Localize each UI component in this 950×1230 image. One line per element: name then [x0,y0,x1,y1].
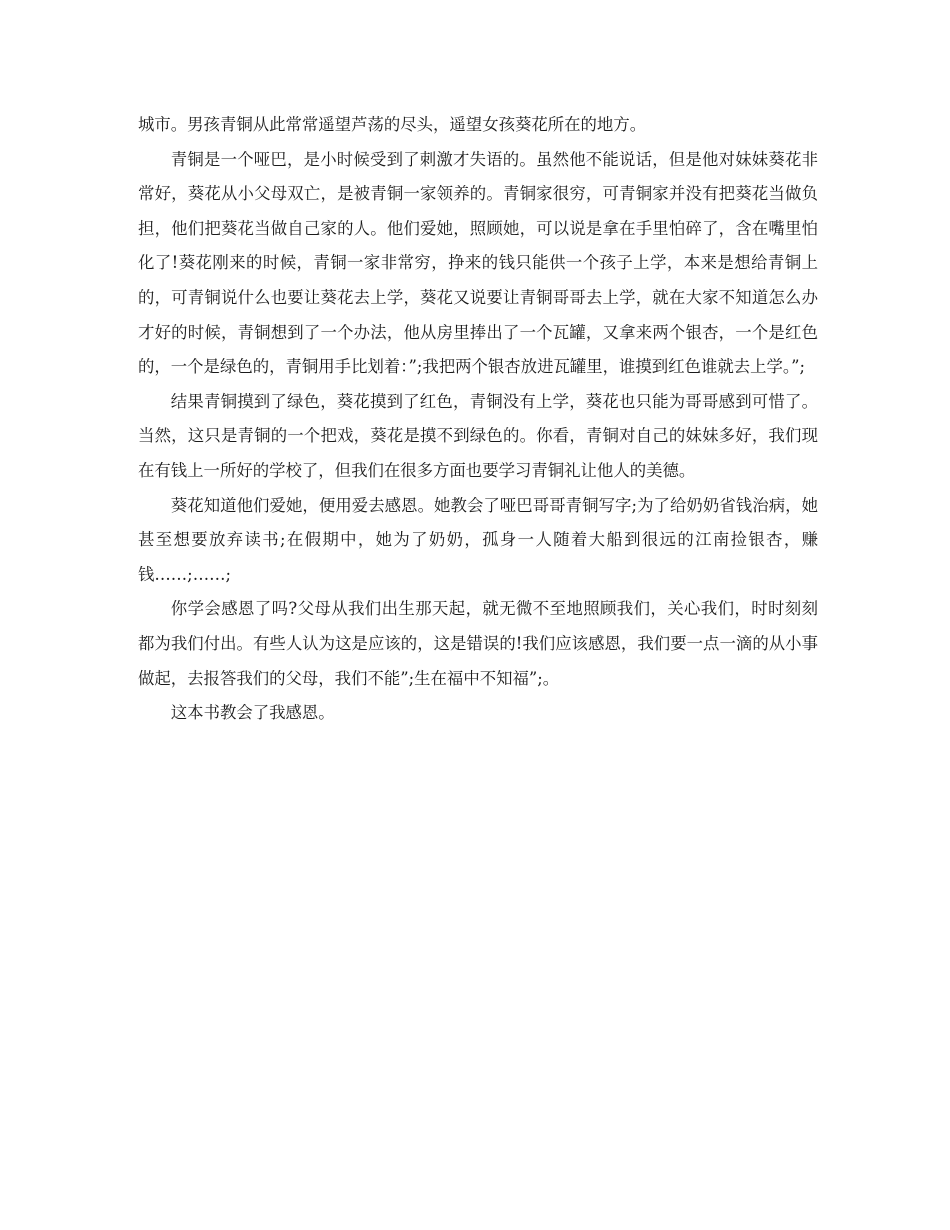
paragraph-1: 城市。男孩青铜从此常常遥望芦荡的尽头，遥望女孩葵花所在的地方。 [138,115,647,134]
paragraph-3: 结果青铜摸到了绿色，葵花摸到了红色，青铜没有上学，葵花也只能为哥哥感到可惜了。当然，这只是青铜的一个把戏，葵花是摸不到绿色的。你看，青铜对自己的妹妹多好，我们现在有钱上一所好的学校了，但我们在很多方面也要学习青铜礼让他人的美德。 [138,391,818,480]
paragraph-5: 你学会感恩了吗?父母从我们出生那天起，就无微不至地照顾我们，关心我们，时时刻刻都为我们付出。有些人认为这是应该的，这是错误的!我们应该感恩，我们要一点一滴的从小事做起，去报答我们的父母，我们不能”;生在福中不知福”;。 [138,599,818,688]
paragraph-2: 青铜是一个哑巴，是小时候受到了刺激才失语的。虽然他不能说话，但是他对妹妹葵花非常好，葵花从小父母双亡，是被青铜一家领养的。青铜家很穷，可青铜家并没有把葵花当做负担，他们把葵花当做自己家的人。他们爱她，照顾她，可以说是拿在手里怕碎了，含在嘴里怕化了!葵花刚来的时候，青铜一家非常穷，挣来的钱只能供一个孩子上学，本来是想给青铜上的，可青铜说什么也要让葵花去上学，葵花又说要让青铜哥哥去上学，就在大家不知道怎么办才好的时候，青铜想到了一个办法，他从房里捧出了一个瓦罐，又拿来两个银杏，一个是红色的，一个是绿色的，青铜用手比划着：”;我把两个银杏放进瓦罐里，谁摸到红色谁就去上学。”; [138,149,818,377]
paragraph-4: 葵花知道他们爱她，便用爱去感恩。她教会了哑巴哥哥青铜写字;为了给奶奶省钱治病，她甚至想要放弃读书;在假期中，她为了奶奶，孤身一人随着大船到很远的江南捡银杏，赚钱……;……; [138,495,818,584]
document-body [138,108,818,731]
paragraph-6: 这本书教会了我感恩。 [170,703,335,723]
